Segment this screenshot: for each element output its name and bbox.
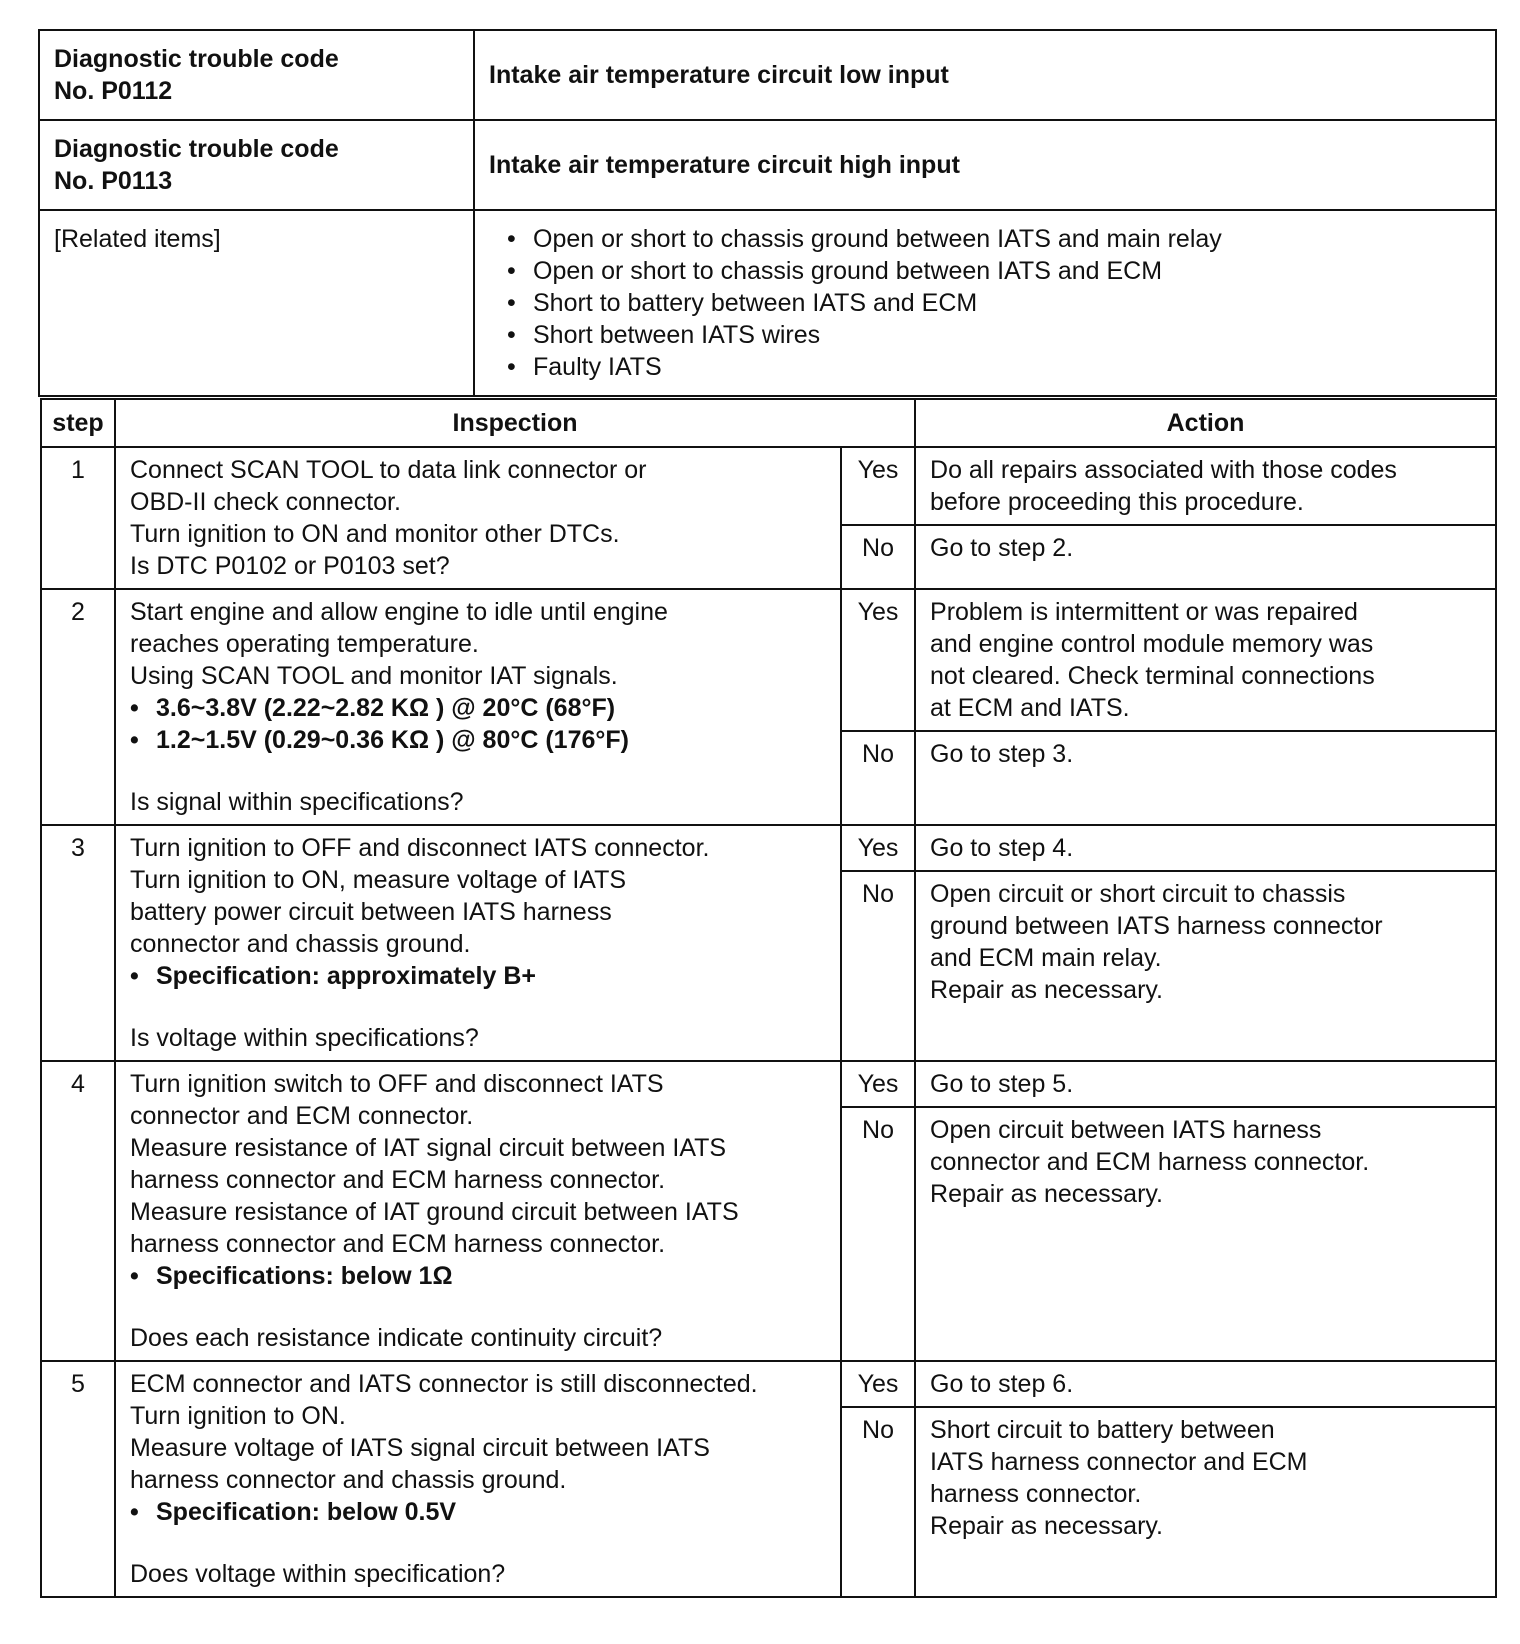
step-number: 3 [41,825,115,1061]
dtc-code-number: No. P0113 [54,167,173,195]
no-action [915,731,1496,825]
no-action [915,1107,1496,1361]
yes-action [915,447,1496,525]
step-inspection [115,447,841,589]
related-item: • Open or short to chassis ground between IATS and main relay [533,223,1481,255]
inspection-line: ECM connector and IATS connector is still disconnected. [130,1370,758,1398]
yes-action [915,1361,1496,1407]
inspection-line: harness connector and ECM harness connector. [130,1166,666,1194]
no-action [915,871,1496,1061]
action-line: before proceeding this procedure. [930,488,1304,516]
action-line: Open circuit between IATS harness [930,1116,1322,1144]
no-label: No [841,1407,915,1597]
inspection-line: reaches operating temperature. [130,630,479,658]
action-line: Go to step 2. [930,534,1074,562]
no-action [915,1407,1496,1597]
dtc-code-cell [39,120,474,210]
dtc-description: Intake air temperature circuit low input [474,30,1496,120]
inspection-header: Inspection [115,399,915,447]
inspection-line: Turn ignition to OFF and disconnect IATS connector. [130,834,710,862]
inspection-line: Is DTC P0102 or P0103 set? [130,552,450,580]
dtc-code-label: Diagnostic trouble code [54,135,339,163]
step-inspection [115,589,841,825]
action-line: at ECM and IATS. [930,694,1130,722]
step-number: 5 [41,1361,115,1597]
related-items-label: [Related items] [39,210,474,396]
action-line: Problem is intermittent or was repaired [930,598,1358,626]
action-line: not cleared. Check terminal connections [930,662,1375,690]
yes-label: Yes [841,589,915,731]
inspection-line: Connect SCAN TOOL to data link connector or [130,456,647,484]
step-row-2 [41,589,1496,731]
procedure-header-row [41,399,1496,447]
action-line: Go to step 4. [930,834,1074,862]
dtc-code-number: No. P0112 [54,77,173,105]
dtc-info-table [38,29,1497,397]
action-line: Go to step 6. [930,1370,1074,1398]
step-row-1 [41,447,1496,525]
inspection-line: Measure resistance of IAT ground circuit between IATS [130,1198,739,1226]
step-inspection [115,825,841,1061]
inspection-line: Turn ignition to ON and monitor other DTCs. [130,520,620,548]
dtc-description: Intake air temperature circuit high input [474,120,1496,210]
inspection-line: OBD-II check connector. [130,488,401,516]
step-header: step [41,399,115,447]
step-inspection [115,1361,841,1597]
step-inspection [115,1061,841,1361]
step-number: 2 [41,589,115,825]
dtc-row-p0112 [39,30,1496,120]
action-line: connector and ECM harness connector. [930,1148,1370,1176]
action-line: Do all repairs associated with those codes [930,456,1397,484]
step-number: 4 [41,1061,115,1361]
action-line: Open circuit or short circuit to chassis [930,880,1346,908]
inspection-question: Does each resistance indicate continuity circuit? [130,1324,663,1352]
no-label: No [841,871,915,1061]
action-line: Repair as necessary. [930,1512,1163,1540]
action-line: and engine control module memory was [930,630,1374,658]
step-row-4 [41,1061,1496,1107]
action-line: and ECM main relay. [930,944,1162,972]
inspection-question: Is voltage within specifications? [130,1024,479,1052]
no-label: No [841,1107,915,1361]
related-items-cell [474,210,1496,396]
inspection-line: Start engine and allow engine to idle until engine [130,598,668,626]
yes-label: Yes [841,1061,915,1107]
inspection-question: Is signal within specifications? [130,788,464,816]
action-header: Action [915,399,1496,447]
inspection-line: harness connector and ECM harness connector. [130,1230,666,1258]
specification-bullet: • Specification: below 0.5V [130,1496,826,1528]
action-line: Go to step 5. [930,1070,1074,1098]
specification-bullet: • Specifications: below 1Ω [130,1260,826,1292]
action-line: harness connector. [930,1480,1142,1508]
related-item: • Short to battery between IATS and ECM [533,287,1481,319]
related-item: • Faulty IATS [533,351,1481,383]
inspection-line: harness connector and chassis ground. [130,1466,567,1494]
inspection-question: Does voltage within specification? [130,1560,506,1588]
action-line: Repair as necessary. [930,976,1163,1004]
specification-bullet: • 3.6~3.8V (2.22~2.82 KΩ ) @ 20°C (68°F) [130,692,826,724]
action-line: Short circuit to battery between [930,1416,1275,1444]
yes-action [915,825,1496,871]
inspection-line: battery power circuit between IATS harness [130,898,612,926]
inspection-line: Turn ignition switch to OFF and disconnect IATS [130,1070,664,1098]
action-line: Go to step 3. [930,740,1074,768]
dtc-code-cell [39,30,474,120]
no-action [915,525,1496,589]
related-item: • Open or short to chassis ground between IATS and ECM [533,255,1481,287]
action-line: IATS harness connector and ECM [930,1448,1308,1476]
related-items-row [39,210,1496,396]
inspection-line: Turn ignition to ON. [130,1402,346,1430]
step-number: 1 [41,447,115,589]
action-line: Repair as necessary. [930,1180,1163,1208]
specification-bullet: • 1.2~1.5V (0.29~0.36 KΩ ) @ 80°C (176°F) [130,724,826,756]
yes-label: Yes [841,1361,915,1407]
yes-label: Yes [841,447,915,525]
inspection-line: Using SCAN TOOL and monitor IAT signals. [130,662,618,690]
inspection-line: Measure resistance of IAT signal circuit between IATS [130,1134,727,1162]
inspection-line: Turn ignition to ON, measure voltage of IATS [130,866,627,894]
dtc-code-label: Diagnostic trouble code [54,45,339,73]
dtc-row-p0113 [39,120,1496,210]
step-row-3 [41,825,1496,871]
yes-action [915,589,1496,731]
no-label: No [841,525,915,589]
yes-action [915,1061,1496,1107]
specification-bullet: • Specification: approximately B+ [130,960,826,992]
inspection-line: Measure voltage of IATS signal circuit between IATS [130,1434,710,1462]
inspection-procedure-table [40,398,1497,1598]
related-items-list [489,223,1481,383]
yes-label: Yes [841,825,915,871]
action-line: ground between IATS harness connector [930,912,1383,940]
inspection-line: connector and chassis ground. [130,930,471,958]
related-item: • Short between IATS wires [533,319,1481,351]
step-row-5 [41,1361,1496,1407]
no-label: No [841,731,915,825]
inspection-line: connector and ECM connector. [130,1102,474,1130]
